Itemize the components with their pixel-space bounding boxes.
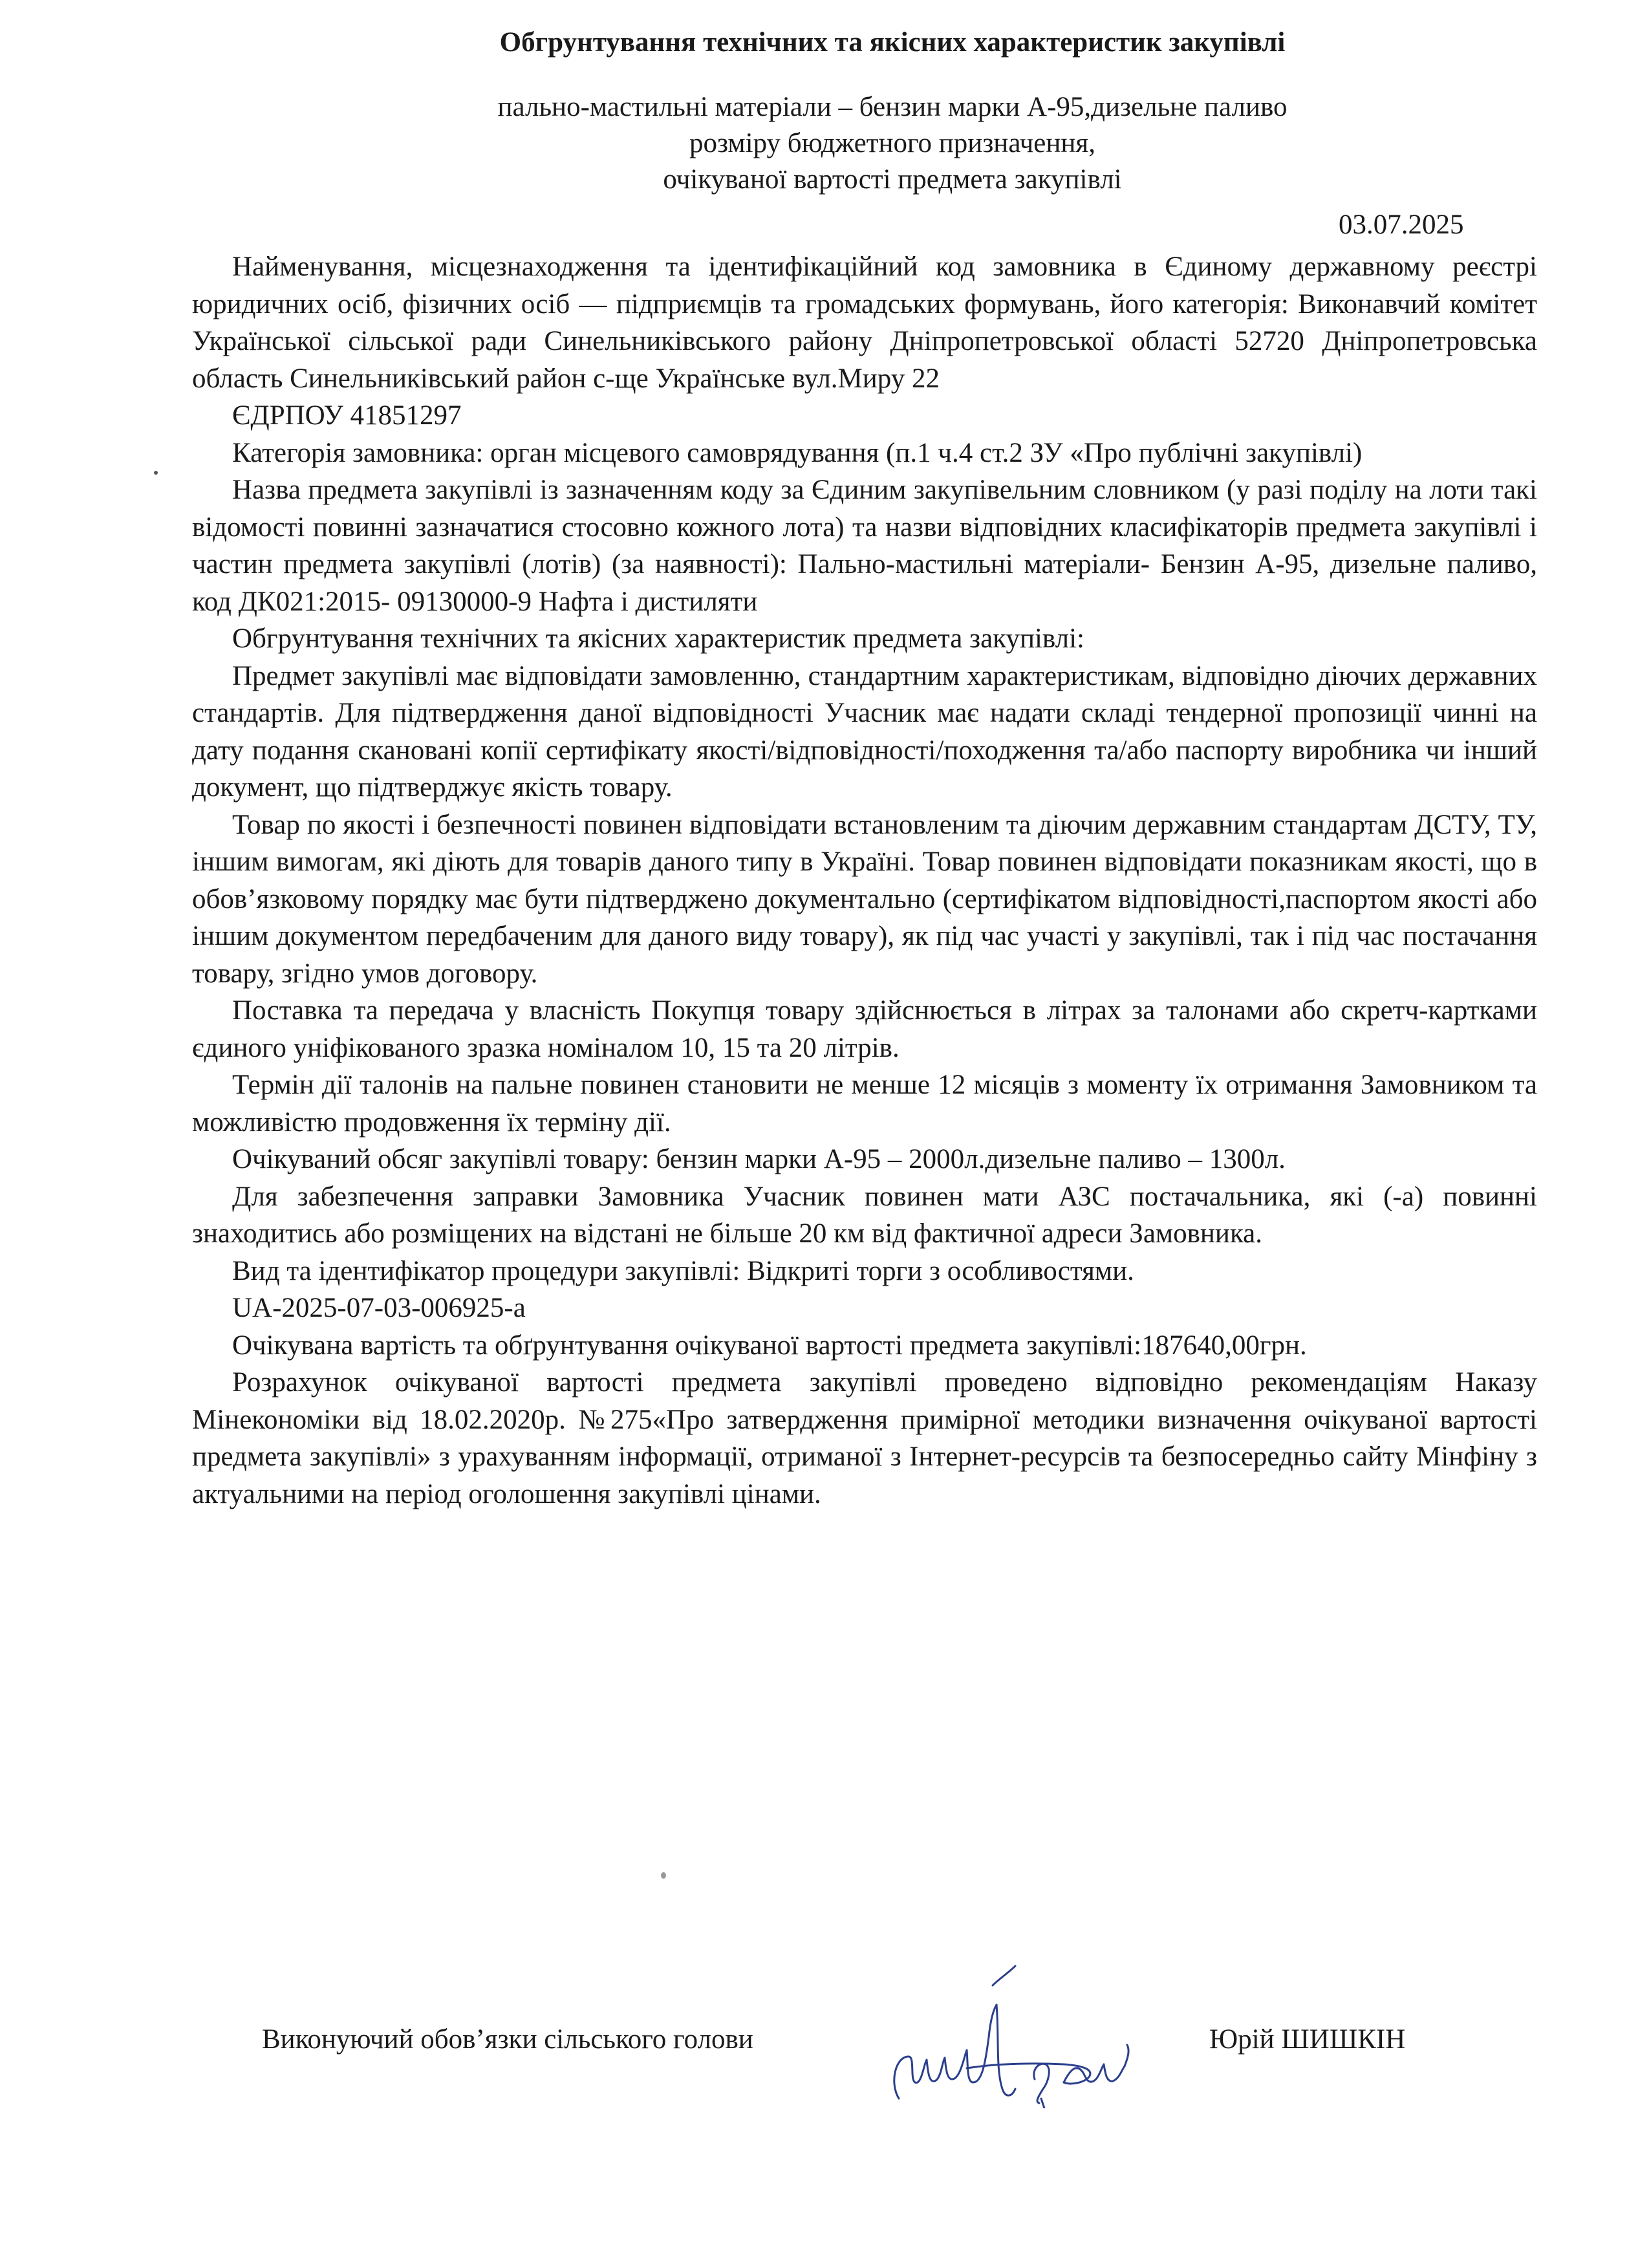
document-title: Обгрунтування технічних та якісних характеристик закупівлі bbox=[499, 27, 1286, 58]
subtitle-line: очікуваної вартості предмета закупівлі bbox=[663, 164, 1122, 195]
paragraph-quality: Товар по якості і безпечності повинен відповідати встановленим та діючим державним стандартам ДСТУ, ТУ, іншим вимогам, які діють для товарів даного типу в Україні. Товар повинен відповідати показникам якості, що в обов’язковому порядку має бути підтверджено документально (сертифікатом відповідності,паспортом якості або іншим документом передбаченим для даного виду товару), як під час участі у закупівлі, так і під час постачання товару, згідно умов договору. bbox=[192, 809, 1537, 989]
paragraph-expected-cost: Очікувана вартість та обґрунтування очікуваної вартості предмета закупівлі:187640,00грн. bbox=[232, 1330, 1307, 1361]
signatory-name: Юрій ШИШКІН bbox=[1209, 2024, 1406, 2055]
signature-block bbox=[0, 2018, 1649, 2108]
document-date: 03.07.2025 bbox=[1339, 210, 1464, 240]
subtitle-line: розміру бюджетного призначення, bbox=[689, 128, 1095, 158]
paragraph-coupon-term: Термін дії талонів на пальне повинен становити не менше 12 місяців з моменту їх отримання Замовником та можливістю продовження їх терміну дії. bbox=[192, 1070, 1537, 1138]
handwritten-signature bbox=[870, 1960, 1167, 2108]
paragraph-delivery: Поставка та передача у власність Покупця товару здійснюється в літрах за талонами або скретч-картками єдиного уніфікованого зразка номіналом 10, 15 та 20 літрів. bbox=[192, 995, 1537, 1063]
paragraph-customer-info: Найменування, місцезнаходження та ідентифікаційний код замовника в Єдиному державному реєстрі юридичних осіб, фізичних осіб — підприємців та громадських формувань, його категорія: Виконавчий комітет Української сільської ради Синельниківського району Дніпропетровської області 52720 Дніпропетровська область Синельниківський район с-ще Українське вул.Миру 22 bbox=[192, 252, 1537, 394]
paragraph-procedure-type: Вид та ідентифікатор процедури закупівлі: Відкриті торги з особливостями. bbox=[232, 1255, 1134, 1286]
paragraph-subject-name: Назва предмета закупівлі із зазначенням коду за Єдиним закупівельним словником (у разі поділу на лоти такі відомості повинні зазначатися стосовно кожного лота) та назви відповідних класифікаторів предмета закупівлі і частин предмета закупівлі (лотів) (за наявності): Пально-мастильні матеріали- Бензин А-95, дизельне паливо, код ДК021:2015- 09130000-9 Нафта і дистиляти bbox=[192, 475, 1537, 617]
document-subtitle bbox=[0, 89, 1649, 198]
scan-speck bbox=[661, 1872, 666, 1879]
paragraph-customer-category: Категорія замовника: орган місцевого самоврядування (п.1 ч.4 ст.2 ЗУ «Про публічні закупівлі) bbox=[232, 437, 1363, 468]
paragraph-edrpou: ЄДРПОУ 41851297 bbox=[232, 400, 462, 431]
paragraph-standards: Предмет закупівлі має відповідати замовленню, стандартним характеристикам, відповідно діючих державних стандартів. Для підтвердження даної відповідності Учасник має надати складі тендерної пропозиції чинні на дату подання скановані копії сертифікату якості/відповідності/походження та/або паспорту виробника чи інший документ, що підтверджує якість товару. bbox=[192, 660, 1537, 803]
paragraph-justification-heading: Обгрунтування технічних та якісних характеристик предмета закупівлі: bbox=[232, 623, 1085, 654]
signatory-position: Виконуючий обов’язки сільського голови bbox=[262, 2024, 753, 2055]
paragraph-cost-calculation: Розрахунок очікуваної вартості предмета закупівлі проведено відповідно рекомендаціям Наказу Мінекономіки від 18.02.2020р. №275«Про затвердження примірної методики визначення очікуваної вартості предмета закупівлі» з урахуванням інформації, отриманої з Інтернет-ресурсів та безпосередньо сайту Мінфіну з актуальними на період оголошення закупівлі цінами. bbox=[192, 1367, 1537, 1509]
paragraph-procedure-id: UA-2025-07-03-006925-a bbox=[232, 1293, 526, 1323]
subtitle-line: пально-мастильні матеріали – бензин марки А-95,дизельне паливо bbox=[497, 92, 1288, 122]
document-body bbox=[192, 248, 1537, 1513]
scan-speck bbox=[154, 471, 158, 475]
paragraph-volume: Очікуваний обсяг закупівлі товару: бензин марки А-95 – 2000л.дизельне паливо – 1300л. bbox=[232, 1144, 1286, 1174]
paragraph-gas-station: Для забезпечення заправки Замовника Учасник повинен мати АЗС постачальника, які (-а) повинні знаходитись або розміщених на відстані не більше 20 км від фактичної адреси Замовника. bbox=[192, 1181, 1537, 1249]
